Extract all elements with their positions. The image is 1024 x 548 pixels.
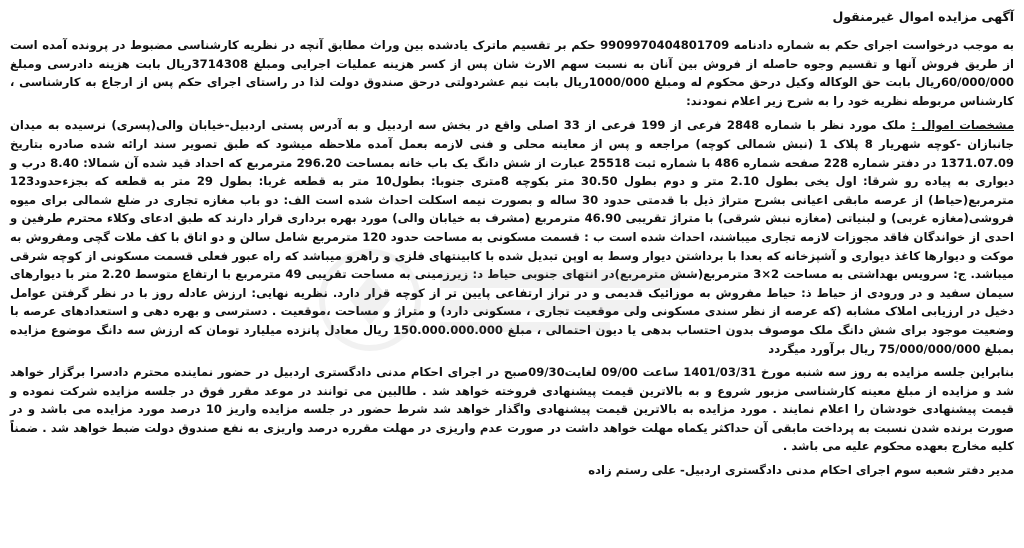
property-specs-paragraph <box>10 116 1014 358</box>
property-specs-label: مشخصات اموال : <box>911 118 1015 133</box>
property-specs-body: ملک مورد نظر با شماره 2848 فرعی از 199 فرعی از 33 اصلی واقع در بخش سه اردبیل و به آدرس پستی اردبیل-خیابان والی(پسری) نرسیده به میدان جانبازان -کوچه شهریار 8 پلاک 1 (نبش شمالی کوچه) مراجعه و پس از معاینه محلی و فنی لازمه بعمل آمده ملاحظه میشود که طبق تصویر سند ارائه شده صادره بتاریخ 1371.07.09 در دفتر شماره 228 صفحه شماره 486 با شماره ثبت 25518 عبارت از شش دانگ یک باب خانه بمساحت 296.20 مترمربع که احداد قید شده آن شمالا: 8.40 درب و دیواری به پیاده رو شرقا: اول یخی بطول 2.10 متر و دوم بطول 30.50 متر بکوچه 8متری جنوبا: بطول10 متر به قطعه غربا: بطول 29 متر به قطعه که بجزءحدود123 مترمربع(حیاط) از عرصه مابقی اعیانی بشرح متراژ ذیل با قدمتی حدود 30 ساله و بصورت نیمه اسکلت احداث شده است الف: دو باب مغازه تجاری در ضلع شمالی برای میوه فروشی(مغازه غربی) و لبنیاتی (مغازه نبش شرقی) با متراژ تقریبی 46.90 مترمربع (مشرف به خیابان والی) مورد بهره برداری قرار دارند که طبق ادعای وکلاء محترم طرفین و احدی از خواندگان فاقد مجوزات لازمه تجاری میباشند، احداث شده است ب : قسمت مسکونی به مساحت حدود 120 مترمربع شامل سالن و دو اتاق با کف ملات گچی ومفروش به موکت و دیوارها کاغذ دیواری و آشپزخانه که بعدا با برداشتن دیوار وسط به اوپن تبدیل شده با کابینتهای فلزی و راهرو میباشد که راه عبور فعلی قسمت مسکونی از کوچه شرقی میباشد. ج: سرویس بهداشتی به مساحت 2×3 مترمربع(شش مترمربع)در انتهای جنوبی حیاط د: زیرزمینی به مساحت تقریبی 49 مترمربع با ارتفاع متوسط 2.20 متر با دیوارهای سیمان سفید و در ورودی از حیاط ذ: حیاط مفروش به موزائیک قدیمی و در تراز ارتفاعی پایین تر از کوچه قرار دارد. نظریه نهایی: ارزش عادله روز با در نظر گرفتن عوامل دخیل در ارزیابی املاک مشابه (که عرصه از نظر سندی مسکونی ولی موقعیت تجاری ، مسکونی دارد) و متراژ و مساحت ،موقعیت . دسترسی و بهره دهی و استعدادهای عرصه با وضعیت موجود برای شش دانگ ملک موصوف بدون احتساب بدهی یا دیون احتمالی ، مبلغ 150.000.000.000 ریال معادل پانزده میلیارد تومان که ارزش سه دانگ موضوع مزایده بمبلغ 75/000/000/000 ریال برآورد میگردد <box>10 118 1015 356</box>
notice-intro-paragraph: به موجب درخواست اجرای حکم به شماره دادنامه 9909970404801709 حکم بر تقسیم ماترک یادشده بین وراث مطابق آنچه در نظریه کارشناسی مضبوط در پرونده آمده است از طریق فروش آنها و تقسیم وجوه حاصله از فروش بین آنان به نسبت سهم الارث شان پس از کسر هزینه عملیات اجرایی ومبلغ 3714308ریال بابت هزینه دادرسی ومبلغ 60/000/000ریال بابت حق الوکاله وکیل درحق محکوم له ومبلغ 1000/000ریال بابت نیم عشردولتی درحق صندوق دولت لذا در راستای اجرای حکم پس از ارجاع به کارشناسی ، کارشناس مربوطه نظریه خود را به شرح زیر اعلام نمودند: <box>10 38 1014 108</box>
auction-session-paragraph: بنابراین جلسه مزایده به روز سه شنبه مورخ 1401/03/31 ساعت 09/00 لغایت09/30صبح در اجرای احکام مدنی دادگستری اردبیل در حضور نماینده محترم دادسرا برگزار خواهد شد و مزایده از مبلغ معینه کارشناسی مزبور شروع و به بالاترین قیمت پیشنهادی فروخته خواهد شد . طالبین می توانند در موعد مقرر فوق در جلسه مزایده شرکت نموده و قیمت پیشنهادی خودشان را اعلام نمایند . مورد مزایده به بالاترین قیمت پیشنهادی واگذار خواهد شد شرط حضور در جلسه مزایده واریز 10 درصد مورد مزایده می باشد و در صورت برنده شدن نسبت به پرداخت مابقی آن حداکثر یکماه مهلت خواهد داشت در صورت عدم واریزی در مهلت مقرره درصد واریزی به نفع صندوق دولت ضبط خواهد شد . ضمناً کلیه مخارج بعهده محکوم علیه می باشد . <box>10 365 1015 454</box>
signature-line: مدیر دفتر شعبه سوم اجرای احکام مدنی دادگستری اردبیل- علی رستم زاده <box>588 463 1014 478</box>
notice-title: آگهی مزایده اموال غیرمنقول <box>832 9 1014 24</box>
